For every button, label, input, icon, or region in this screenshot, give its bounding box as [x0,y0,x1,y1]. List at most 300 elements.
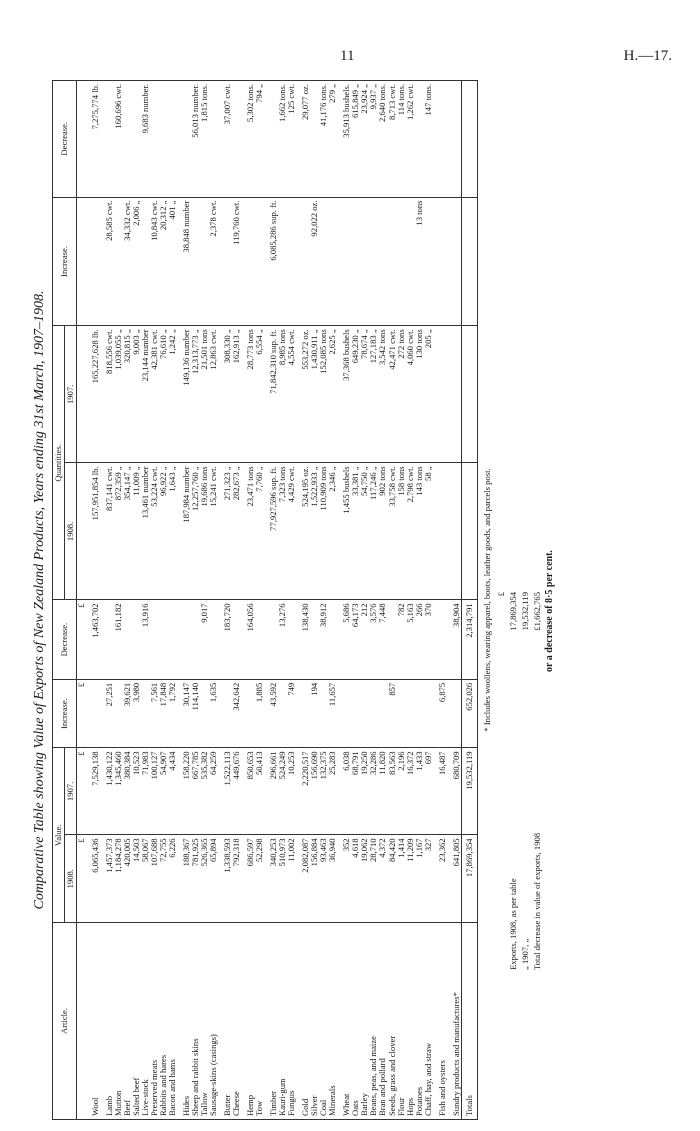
value-decrease: 5,686 [342,600,351,679]
qty-decrease: 160,696 cwt. [114,81,123,198]
qty-1908: 157,951,854 lb. [91,463,100,600]
value-increase [351,679,360,748]
table-row [369,81,378,1120]
value-decrease: 138,430 [301,600,310,679]
value-decrease: 38,904 [452,600,462,679]
value-1908: 352 [342,835,351,923]
value-1907: 50,413 [255,748,264,835]
qty-1908: 58 „ [424,463,433,600]
value-1907: 100,127 [150,748,159,835]
value-1908: 1,338,593 [223,835,232,923]
row-article: Sheep and rabbit skins [191,923,200,1120]
value-1907: 449,676 [232,748,241,835]
value-decrease: 164,056 [246,600,255,679]
row-article: Bran and pollard [378,923,387,1120]
row-article: Gold [301,923,310,1120]
qty-1907: 308,330 „ [223,326,232,463]
value-increase: 1,635 [209,679,218,748]
value-1908: 52,298 [255,835,264,923]
value-increase: 7,561 [150,679,159,748]
qty-1908: 1,643 „ [168,463,177,600]
value-1908: 792,318 [232,835,241,923]
totals-cell: 2,314,791 [461,600,477,679]
qty-1907: 76,610 „ [159,326,168,463]
row-article: Butter [223,923,232,1120]
table-row [415,81,424,1120]
value-increase: 3,980 [132,679,141,748]
row-article: Coal [319,923,328,1120]
qty-1908: 77,927,596 sup. ft. [269,463,278,600]
row-article: Fungus [287,923,296,1120]
qty-decrease [452,81,462,198]
value-1907: 1,345,460 [114,748,123,835]
value-increase: 11,657 [328,679,337,748]
qty-1908: 33,758 cwt. [388,463,397,600]
value-1908: 1,414 [397,835,406,923]
value-1907: 64,259 [209,748,218,835]
summary-value: 17,869,354 [507,592,518,631]
qty-increase [342,197,351,326]
row-article: Minerals [328,923,337,1120]
value-decrease: 183,720 [223,600,232,679]
qty-1908: 837,141 cwt. [105,463,114,600]
value-1907: 535,382 [200,748,209,835]
qty-1907: 6,554 „ [255,326,264,463]
header-value-1908: 1908. [65,835,77,923]
value-1907: 1,522,113 [223,748,232,835]
value-1907: 380,384 [123,748,132,835]
qty-increase [397,197,406,326]
value-1907: 11,820 [378,748,387,835]
qty-1908: 13,461 number [141,463,150,600]
value-increase [342,679,351,748]
value-1908: 4,618 [351,835,360,923]
table-row [328,81,337,1120]
qty-increase [369,197,378,326]
qty-increase [328,197,337,326]
value-1908: 19,062 [360,835,369,923]
value-increase [424,679,433,748]
qty-1907: 649,230 „ [351,326,360,463]
value-decrease [287,600,296,679]
value-increase [406,679,415,748]
qty-1907: 12,863 cwt. [209,326,218,463]
qty-1908: 524,195 oz. [301,463,310,600]
value-1908: 4,372 [378,835,387,923]
row-article: Wool [91,923,100,1120]
value-decrease: 161,182 [114,600,123,679]
header-value: Value. [53,748,65,923]
qty-1907: 2,625 „ [328,326,337,463]
table-row [360,81,369,1120]
row-article: Sundry products and manufactures* [452,923,462,1120]
qty-1907 [452,326,462,463]
value-1907: 4,434 [168,748,177,835]
value-1907: 6,038 [342,748,351,835]
value-1907: 1,430,122 [105,748,114,835]
header-qty-increase: Increase. [53,197,77,326]
table-row [310,81,319,1120]
value-decrease [438,600,447,679]
qty-1907: 23,144 number [141,326,150,463]
value-1908: 93,463 [319,835,328,923]
value-increase: 1,792 [168,679,177,748]
qty-1908: 12,257,760 „ [191,463,200,600]
row-article: Rabbits and hares [159,923,168,1120]
qty-increase: 34,332 cwt. [123,197,132,326]
value-increase [360,679,369,748]
header-qty-decrease: Decrease. [53,81,77,198]
value-decrease [328,600,337,679]
value-increase: 6,875 [438,679,447,748]
qty-1908: 54,750 „ [360,463,369,600]
qty-1908: 1,455 bushels [342,463,351,600]
value-1908: 84,420 [388,835,397,923]
value-1908: 1,457,373 [105,835,114,923]
qty-decrease: 35,913 bushels. [342,81,351,198]
totals-cell: 652,026 [461,679,477,748]
value-1907: 32,286 [369,748,378,835]
value-decrease: 64,173 [351,600,360,679]
row-article: Wheat [342,923,351,1120]
units-row [77,81,87,1120]
value-1908: 65,894 [209,835,218,923]
page-number: 11 [340,48,355,64]
totals-cell: 17,869,354 [461,835,477,923]
qty-1907: 71,842,310 sup. ft. [269,326,278,463]
value-1908: 1,184,278 [114,835,123,923]
qty-decrease [150,81,159,198]
qty-1907: 1,039,055 „ [114,326,123,463]
value-1907: 132,375 [319,748,328,835]
qty-1908: 271,323 „ [223,463,232,600]
qty-increase [278,197,287,326]
qty-1907: 130 tons [415,326,424,463]
document-reference: H.—17. [623,48,672,64]
value-decrease [182,600,191,679]
table-row [209,81,218,1120]
value-increase: 43,592 [269,679,278,748]
qty-1907: 553,272 oz. [301,326,310,463]
qty-increase: 401 „ [168,197,177,326]
qty-increase: 28,585 cwt. [105,197,114,326]
table-row [378,81,387,1120]
table-row [397,81,406,1120]
table-row [91,81,100,1120]
qty-1908: 7,760 „ [255,463,264,600]
qty-1908: 902 tons [378,463,387,600]
qty-1908: 187,984 number [182,463,191,600]
header-value-1907: 1907. [65,748,77,835]
value-1908: 340,253 [269,835,278,923]
value-decrease: 9,017 [200,600,209,679]
qty-1908: 143 tons [415,463,424,600]
qty-decrease: 9,937 „ [369,81,378,198]
row-article: Silver [310,923,319,1120]
value-decrease [255,600,264,679]
qty-1907: 12,313,773 „ [191,326,200,463]
value-1908: 6,065,436 [91,835,100,923]
value-increase [91,679,100,748]
qty-decrease: 5,302 tons. [246,81,255,198]
qty-1908: 96,922 „ [159,463,168,600]
row-article: Live-stock [141,923,150,1120]
header-qty-1907: 1907. [65,326,77,463]
value-1907: 156,690 [310,748,319,835]
value-increase [369,679,378,748]
qty-1907: 162,913 „ [232,326,241,463]
value-decrease [168,600,177,679]
qty-1907: 165,227,628 lb. [91,326,100,463]
value-decrease: 3,576 [369,600,378,679]
value-1907: 54,907 [159,748,168,835]
qty-increase [191,197,200,326]
row-article: Hemp [246,923,255,1120]
value-decrease: 1,463,702 [91,600,100,679]
value-1908: 2,082,087 [301,835,310,923]
qty-increase [360,197,369,326]
qty-1907: 21,501 tons [200,326,209,463]
qty-1907 [438,326,447,463]
qty-increase [91,197,100,326]
value-1908: 510,973 [278,835,287,923]
row-article: Sausage-skins (casings) [209,923,218,1120]
value-1908: 526,365 [200,835,209,923]
value-increase [397,679,406,748]
qty-decrease: 615,849 „ [351,81,360,198]
qty-increase [319,197,328,326]
row-article: Fish and oysters [438,923,447,1120]
qty-1907: 320,815 „ [123,326,132,463]
rotated-table-region [30,80,670,1120]
value-1907: 158,220 [182,748,191,835]
value-1907: 16,487 [438,748,447,835]
footnote: * Includes woollens, wearing apparel, boots, leather goods, and parcels post. [481,468,492,732]
qty-decrease: 37,007 cwt. [223,81,232,198]
qty-decrease: 1,662 tons. [278,81,287,198]
value-decrease [123,600,132,679]
row-article: Mutton [114,923,123,1120]
summary-label: „ 1907, „ [519,938,530,970]
totals-cell: 19,532,119 [461,748,477,835]
value-1907: 667,785 [191,748,200,835]
qty-increase: 38,848 number [182,197,191,326]
row-article: Cheese [232,923,241,1120]
header-quantities: Quantities. [53,326,65,600]
value-increase: 1,885 [255,679,264,748]
qty-1908: 2,798 cwt. [406,463,415,600]
value-1907: 10,523 [132,748,141,835]
value-1907: 680,709 [452,748,462,835]
qty-1907: 818,556 cwt. [105,326,114,463]
qty-1908: 7,323 tons [278,463,287,600]
value-1907: 10,253 [287,748,296,835]
qty-increase [255,197,264,326]
summary-value: 19,532,119 [519,592,530,631]
qty-1908: 872,359 „ [114,463,123,600]
row-article: Beans, peas, and maize [369,923,378,1120]
unit-cell: £ [77,835,87,923]
qty-decrease [168,81,177,198]
qty-increase: 13 tons [415,197,424,326]
row-article: Hops [406,923,415,1120]
qty-increase [287,197,296,326]
qty-1908: 158 tons [397,463,406,600]
value-increase: 39,621 [123,679,132,748]
value-decrease: 266 [415,600,424,679]
row-article: Lamb [105,923,114,1120]
value-1907: 68,791 [351,748,360,835]
table-row [278,81,287,1120]
qty-1907: 9,003 „ [132,326,141,463]
qty-decrease [123,81,132,198]
qty-1907: 1,430,911 „ [310,326,319,463]
summary-label: Exports, 1908, as per table [507,878,518,970]
value-increase: 194 [310,679,319,748]
qty-1907: 152,085 tons [319,326,328,463]
qty-decrease: 9,683 number. [141,81,150,198]
qty-1908: 53,224 cwt. [150,463,159,600]
row-article: Salted beef [132,923,141,1120]
row-article: Beef [123,923,132,1120]
qty-increase: 2,378 cwt. [209,197,218,326]
value-1907: 7,529,138 [91,748,100,835]
table-row [452,81,462,1120]
qty-increase [388,197,397,326]
qty-1908: 23,471 tons [246,463,255,600]
summary-unit-row [496,80,506,970]
qty-decrease: 1,262 cwt. [406,81,415,198]
row-article: Chaff, hay, and straw [424,923,433,1120]
qty-decrease [159,81,168,198]
qty-increase: 92,022 oz. [310,197,319,326]
qty-increase [438,197,447,326]
table-row [424,81,433,1120]
value-1908: 1,167 [415,835,424,923]
qty-1907: 149,136 number [182,326,191,463]
summary-row [532,80,542,970]
qty-increase [378,197,387,326]
table-footer [482,80,555,1120]
value-increase: 114,140 [191,679,200,748]
qty-increase [351,197,360,326]
qty-1907: 205 „ [424,326,433,463]
value-decrease: 7,448 [378,600,387,679]
qty-1907: 42,471 cwt. [388,326,397,463]
table-row [287,81,296,1120]
qty-decrease: 147 tons. [424,81,433,198]
value-1907: 296,661 [269,748,278,835]
qty-decrease: 8,713 cwt. [388,81,397,198]
qty-1908: 19,686 tons [200,463,209,600]
qty-increase [452,197,462,326]
value-decrease [150,600,159,679]
row-article: Timber [269,923,278,1120]
qty-1907: 42,381 cwt. [150,326,159,463]
qty-1907: 4,554 cwt. [287,326,296,463]
exports-table [52,80,478,1120]
table-row [246,81,255,1120]
value-1908: 641,805 [452,835,462,923]
value-increase: 17,848 [159,679,168,748]
qty-1908: 354,147 „ [123,463,132,600]
qty-1907: 127,183 „ [369,326,378,463]
table-row [438,81,447,1120]
qty-1908: 15,241 cwt. [209,463,218,600]
summary-conclusion: or a decrease of 8·5 per cent. [543,550,555,672]
qty-1908: 117,246 „ [369,463,378,600]
table-row [168,81,177,1120]
summary-row [520,80,530,970]
unit-cell: £ [77,748,87,835]
qty-decrease: 1,815 tons. [200,81,209,198]
qty-1907: 3,542 tons [378,326,387,463]
value-1908: 11,002 [287,835,296,923]
value-1907: 2,220,517 [301,748,310,835]
value-decrease: 5,163 [406,600,415,679]
summary-row [508,80,518,970]
value-1908: 6,226 [168,835,177,923]
table-row [132,81,141,1120]
totals-label: Totals [461,923,477,1120]
qty-decrease [232,81,241,198]
qty-1908: 11,009 „ [132,463,141,600]
value-increase [452,679,462,748]
value-1907: 19,250 [360,748,369,835]
value-decrease: 38,912 [319,600,328,679]
row-article: Barley [360,923,369,1120]
qty-increase: 2,006 „ [132,197,141,326]
summary-unit: £ [495,592,506,597]
table-row [232,81,241,1120]
qty-decrease: 7,275,774 lb. [91,81,100,198]
qty-decrease: 56,013 number. [191,81,200,198]
value-1908: 188,367 [182,835,191,923]
qty-1908: 2,346 „ [328,463,337,600]
unit-cell: £ [77,600,87,679]
qty-increase: 10,843 cwt. [150,197,159,326]
value-increase [415,679,424,748]
row-article: Preserved meats [150,923,159,1120]
value-1907: 25,283 [328,748,337,835]
qty-1908: 33,381 „ [351,463,360,600]
row-article: Kauri-gum [278,923,287,1120]
qty-decrease: 29,077 oz. [301,81,310,198]
value-1908: 781,925 [191,835,200,923]
header-qty-1908: 1908. [65,463,77,600]
qty-1907: 78,674 „ [360,326,369,463]
qty-decrease: 23,924 „ [360,81,369,198]
qty-1908: 282,673 „ [232,463,241,600]
table-row [159,81,168,1120]
value-1907: 16,372 [406,748,415,835]
qty-increase: 20,312 „ [159,197,168,326]
value-decrease: 13,916 [141,600,150,679]
table-row [269,81,278,1120]
qty-increase: 6,085,286 sup. ft. [269,197,278,326]
table-row [255,81,264,1120]
row-article: Tallow [200,923,209,1120]
value-1908: 686,597 [246,835,255,923]
value-1907: 2,196 [397,748,406,835]
row-article: Oats [351,923,360,1120]
value-1907: 697 [424,748,433,835]
summary-value: £1,662,765 [531,592,542,631]
row-article: Tow [255,923,264,1120]
qty-1907: 4,060 cwt. [406,326,415,463]
value-1907: 83,563 [388,748,397,835]
summary-row [544,80,555,970]
